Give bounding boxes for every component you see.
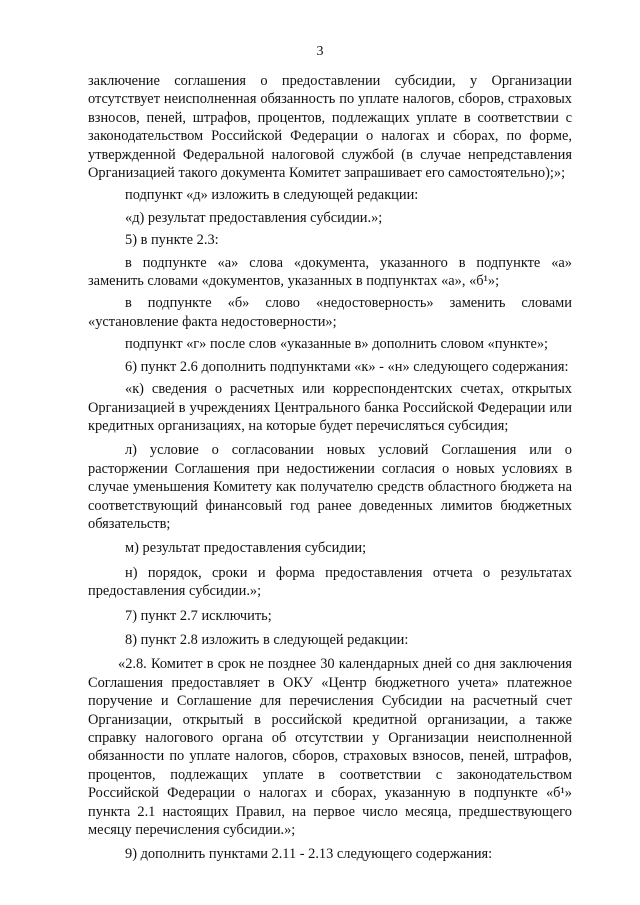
paragraph-item-7: 7) пункт 2.7 исключить; [125,607,272,624]
paragraph-item-5-g: подпункт «г» после слов «указанные в» дополнить словом «пункте»; [125,336,549,353]
paragraph-item-5: 5) в пункте 2.3: [125,232,219,249]
page-number: 3 [316,44,324,59]
paragraph-item-6-k: «к) сведения о расчетных или корреспондентских счетах, открытых Организацией в учреждениях Центрального банка Российской Федерации или кредитных организациях, на которые будет перечисляться субсидия; [88,381,572,434]
paragraph-item-6-l: л) условие о согласовании новых условий Соглашения или о расторжении Соглашения при недостижении согласия о новых условиях в случае уменьшения Комитету как получателю средств областного бюджета на соответствующий финансовый год ранее доведенных лимитов бюджетных обязательств; [88,442,572,532]
paragraph-subpoint-d-instruction: подпункт «д» изложить в следующей редакции: [125,187,419,204]
paragraph-continuation: заключение соглашения о предоставлении субсидии, у Организации отсутствует неисполненная обязанность по уплате налогов, сборов, страховых взносов, пеней, штрафов, процентов, подлежащих уплате в соответствии с законодательством Российской Федерации о налогах и сборах, по форме, утвержденной Федеральной налоговой службой (в случае непредставления Организацией такого документа Комитет запрашивает его самостоятельно);»; [88,73,572,182]
document-body [88,72,572,864]
paragraph-item-5-a: в подпункте «а» слова «документа, указанного в подпункте «а» заменить словами «документов, указанных в подпунктах «а», «б¹»; [88,254,572,290]
paragraph-item-8: 8) пункт 2.8 изложить в следующей редакции: [125,631,409,648]
paragraph-subpoint-d-text: «д) результат предоставления субсидии.»; [125,209,383,226]
paragraph-item-5-b: в подпункте «б» слово «недостоверность» заменить словами «установление факта недостоверности»; [88,295,572,330]
paragraph-item-6-m: м) результат предоставления субсидии; [125,540,367,557]
paragraph-item-6-n: н) порядок, сроки и форма предоставления отчета о результатах предоставления субсидии.»; [88,564,572,600]
paragraph-item-6: 6) пункт 2.6 дополнить подпунктами «к» - «н» следующего содержания: [125,358,569,375]
paragraph-item-8-text: «2.8. Комитет в срок не позднее 30 календарных дней со дня заключения Соглашения предоставляет в ОКУ «Центр бюджетного учета» платежное поручение и Соглашение для перечисления Субсидии на расчетный счет Организации, открытый в российской кредитной организации, а также справку налогового органа об отсутствии у Организации неисполненной обязанности по уплате налогов, сборов, страховых взносов, пеней, штрафов, процентов, подлежащих уплате в соответствии с законодательством Российской Федерации о налогах и сборах, указанную в подпункте «б¹» пункта 2.1 настоящих Правил, на первое число месяца, предшествующего месяцу перечисления субсидии.»; [88,656,572,839]
paragraph-item-9: 9) дополнить пунктами 2.11 - 2.13 следующего содержания: [125,846,493,863]
